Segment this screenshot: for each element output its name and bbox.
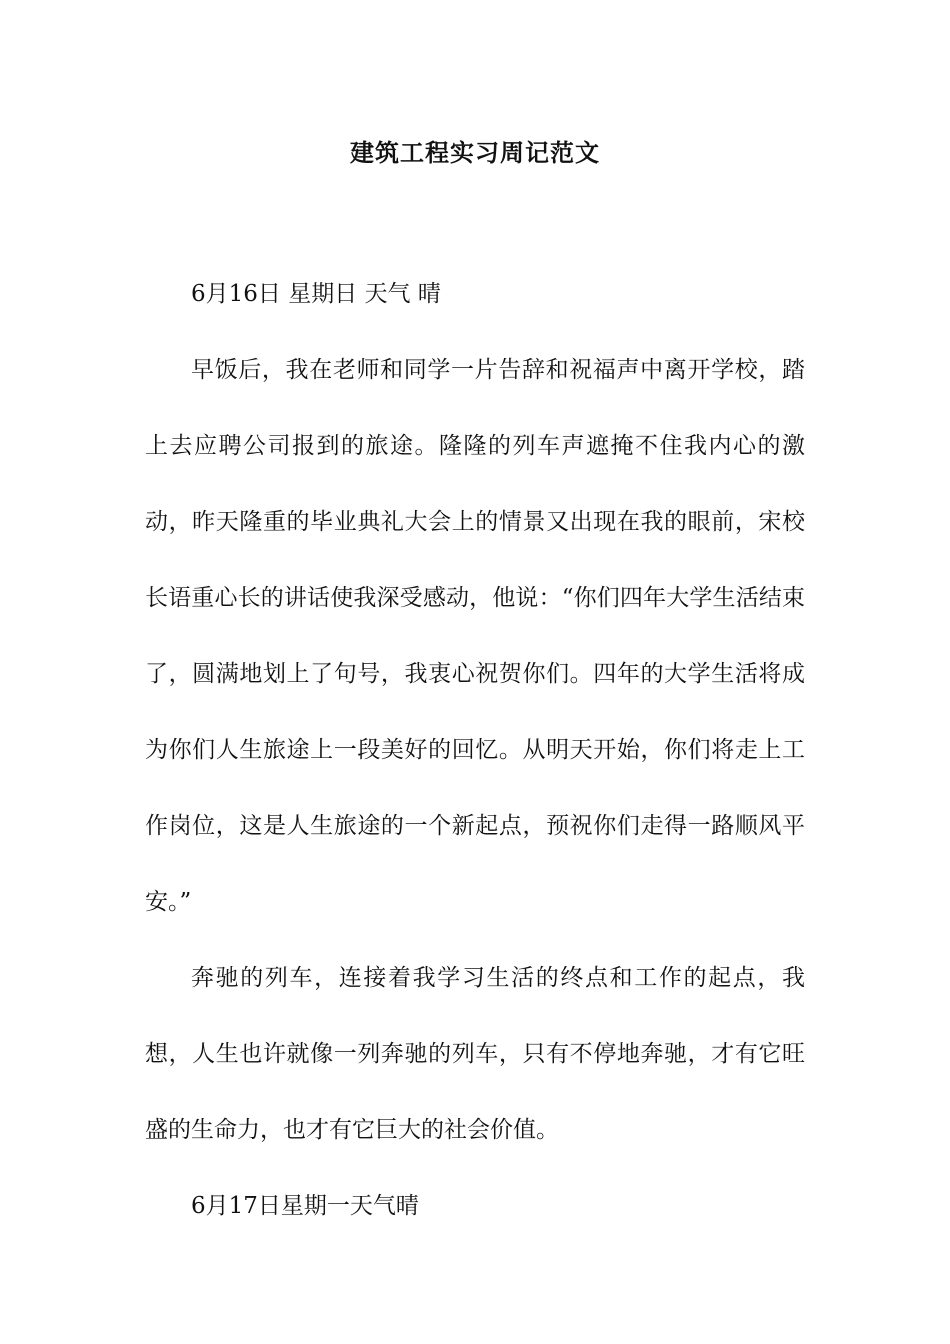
- body-paragraph: 早饭后，我在老师和同学一片告辞和祝福声中离开学校，踏上去应聘公司报到的旅途。隆隆的列车声遮掩不住我内心的激动，昨天隆重的毕业典礼大会上的情景又出现在我的眼前，宋校长语重心长的讲话使我深受感动，他说：“你们四年大学生活结束了，圆满地划上了句号，我衷心祝贺你们。四年的大学生活将成为你们人生旅途上一段美好的回忆。从明天开始，你们将走上工作岗位，这是人生旅途的一个新起点，预祝你们走得一路顺风平安。”: [145, 357, 805, 915]
- document-body: [145, 256, 805, 1244]
- diary-date-heading: 6月17日星期一天气晴: [191, 1193, 419, 1219]
- document-title: 建筑工程实习周记范文: [350, 138, 600, 167]
- body-paragraph: 奔驰的列车，连接着我学习生活的终点和工作的起点，我想，人生也许就像一列奔驰的列车，只有不停地奔驰，才有它旺盛的生命力，也才有它巨大的社会价值。: [145, 965, 805, 1143]
- diary-date-heading: 6月16日 星期日 天气 晴: [191, 281, 441, 307]
